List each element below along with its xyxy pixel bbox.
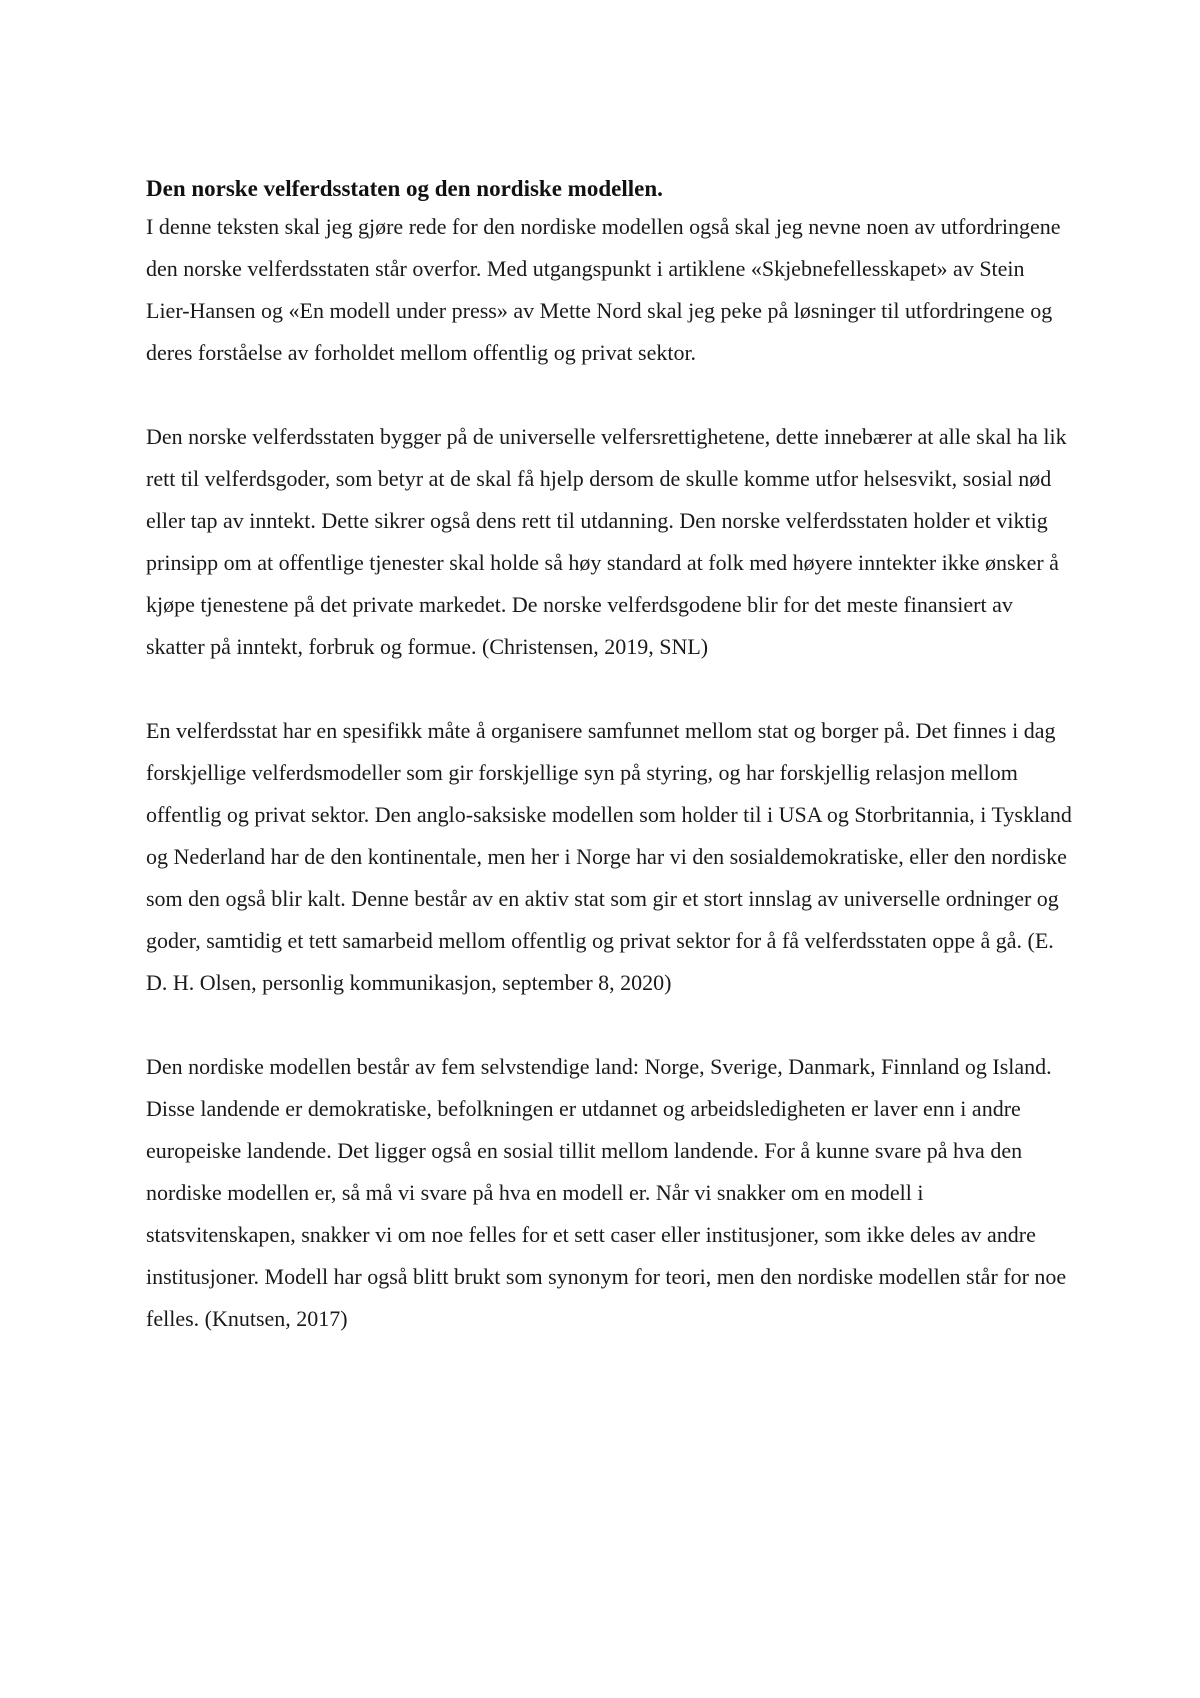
document-body	[146, 172, 1072, 1340]
paragraph-nordic-model: Den nordiske modellen består av fem selvstendige land: Norge, Sverige, Danmark, Finnland og Island. Disse landende er demokratiske, befolkningen er utdannet og arbeidsledigheten er laver enn i andre europeiske landende. Det ligger også en sosial tillit mellom landende. For å kunne svare på hva den nordiske modellen er, så må vi svare på hva en modell er. Når vi snakker om en modell i statsvitenskapen, snakker vi om noe felles for et sett caser eller institusjoner, som ikke deles av andre institusjoner. Modell har også blitt brukt som synonym for teori, men den nordiske modellen står for noe felles. (Knutsen, 2017)	[146, 1054, 1067, 1331]
paragraph-introduction: I denne teksten skal jeg gjøre rede for den nordiske modellen også skal jeg nevne noen av utfordringene den norske velferdsstaten står overfor. Med utgangspunkt i artiklene «Skjebnefellesskapet» av Stein Lier-Hansen og «En modell under press» av Mette Nord skal jeg peke på løsninger til utfordringene og deres forståelse av forholdet mellom offentlig og privat sektor.	[146, 214, 1061, 365]
paragraph-welfare-models: En velferdsstat har en spesifikk måte å organisere samfunnet mellom stat og borger på. Det finnes i dag forskjellige velferdsmodeller som gir forskjellige syn på styring, og har forskjellig relasjon mellom offentlig og privat sektor. Den anglo-saksiske modellen som holder til i USA og Storbritannia, i Tyskland og Nederland har de den kontinentale, men her i Norge har vi den sosialdemokratiske, eller den nordiske som den også blir kalt. Denne består av en aktiv stat som gir et stort innslag av universelle ordninger og goder, samtidig et tett samarbeid mellom offentlig og privat sektor for å få velferdsstaten oppe å gå. (E. D. H. Olsen, personlig kommunikasjon, september 8, 2020)	[146, 718, 1072, 995]
document-title: Den norske velferdsstaten og den nordiske modellen.	[146, 176, 663, 201]
paragraph-welfare-state: Den norske velferdsstaten bygger på de universelle velfersrettighetene, dette innebærer at alle skal ha lik rett til velferdsgoder, som betyr at de skal få hjelp dersom de skulle komme utfor helsesvikt, sosial nød eller tap av inntekt. Dette sikrer også dens rett til utdanning. Den norske velferdsstaten holder et viktig prinsipp om at offentlige tjenester skal holde så høy standard at folk med høyere inntekter ikke ønsker å kjøpe tjenestene på det private markedet. De norske velferdsgodene blir for det meste finansiert av skatter på inntekt, forbruk og formue. (Christensen, 2019, SNL)	[146, 424, 1067, 659]
